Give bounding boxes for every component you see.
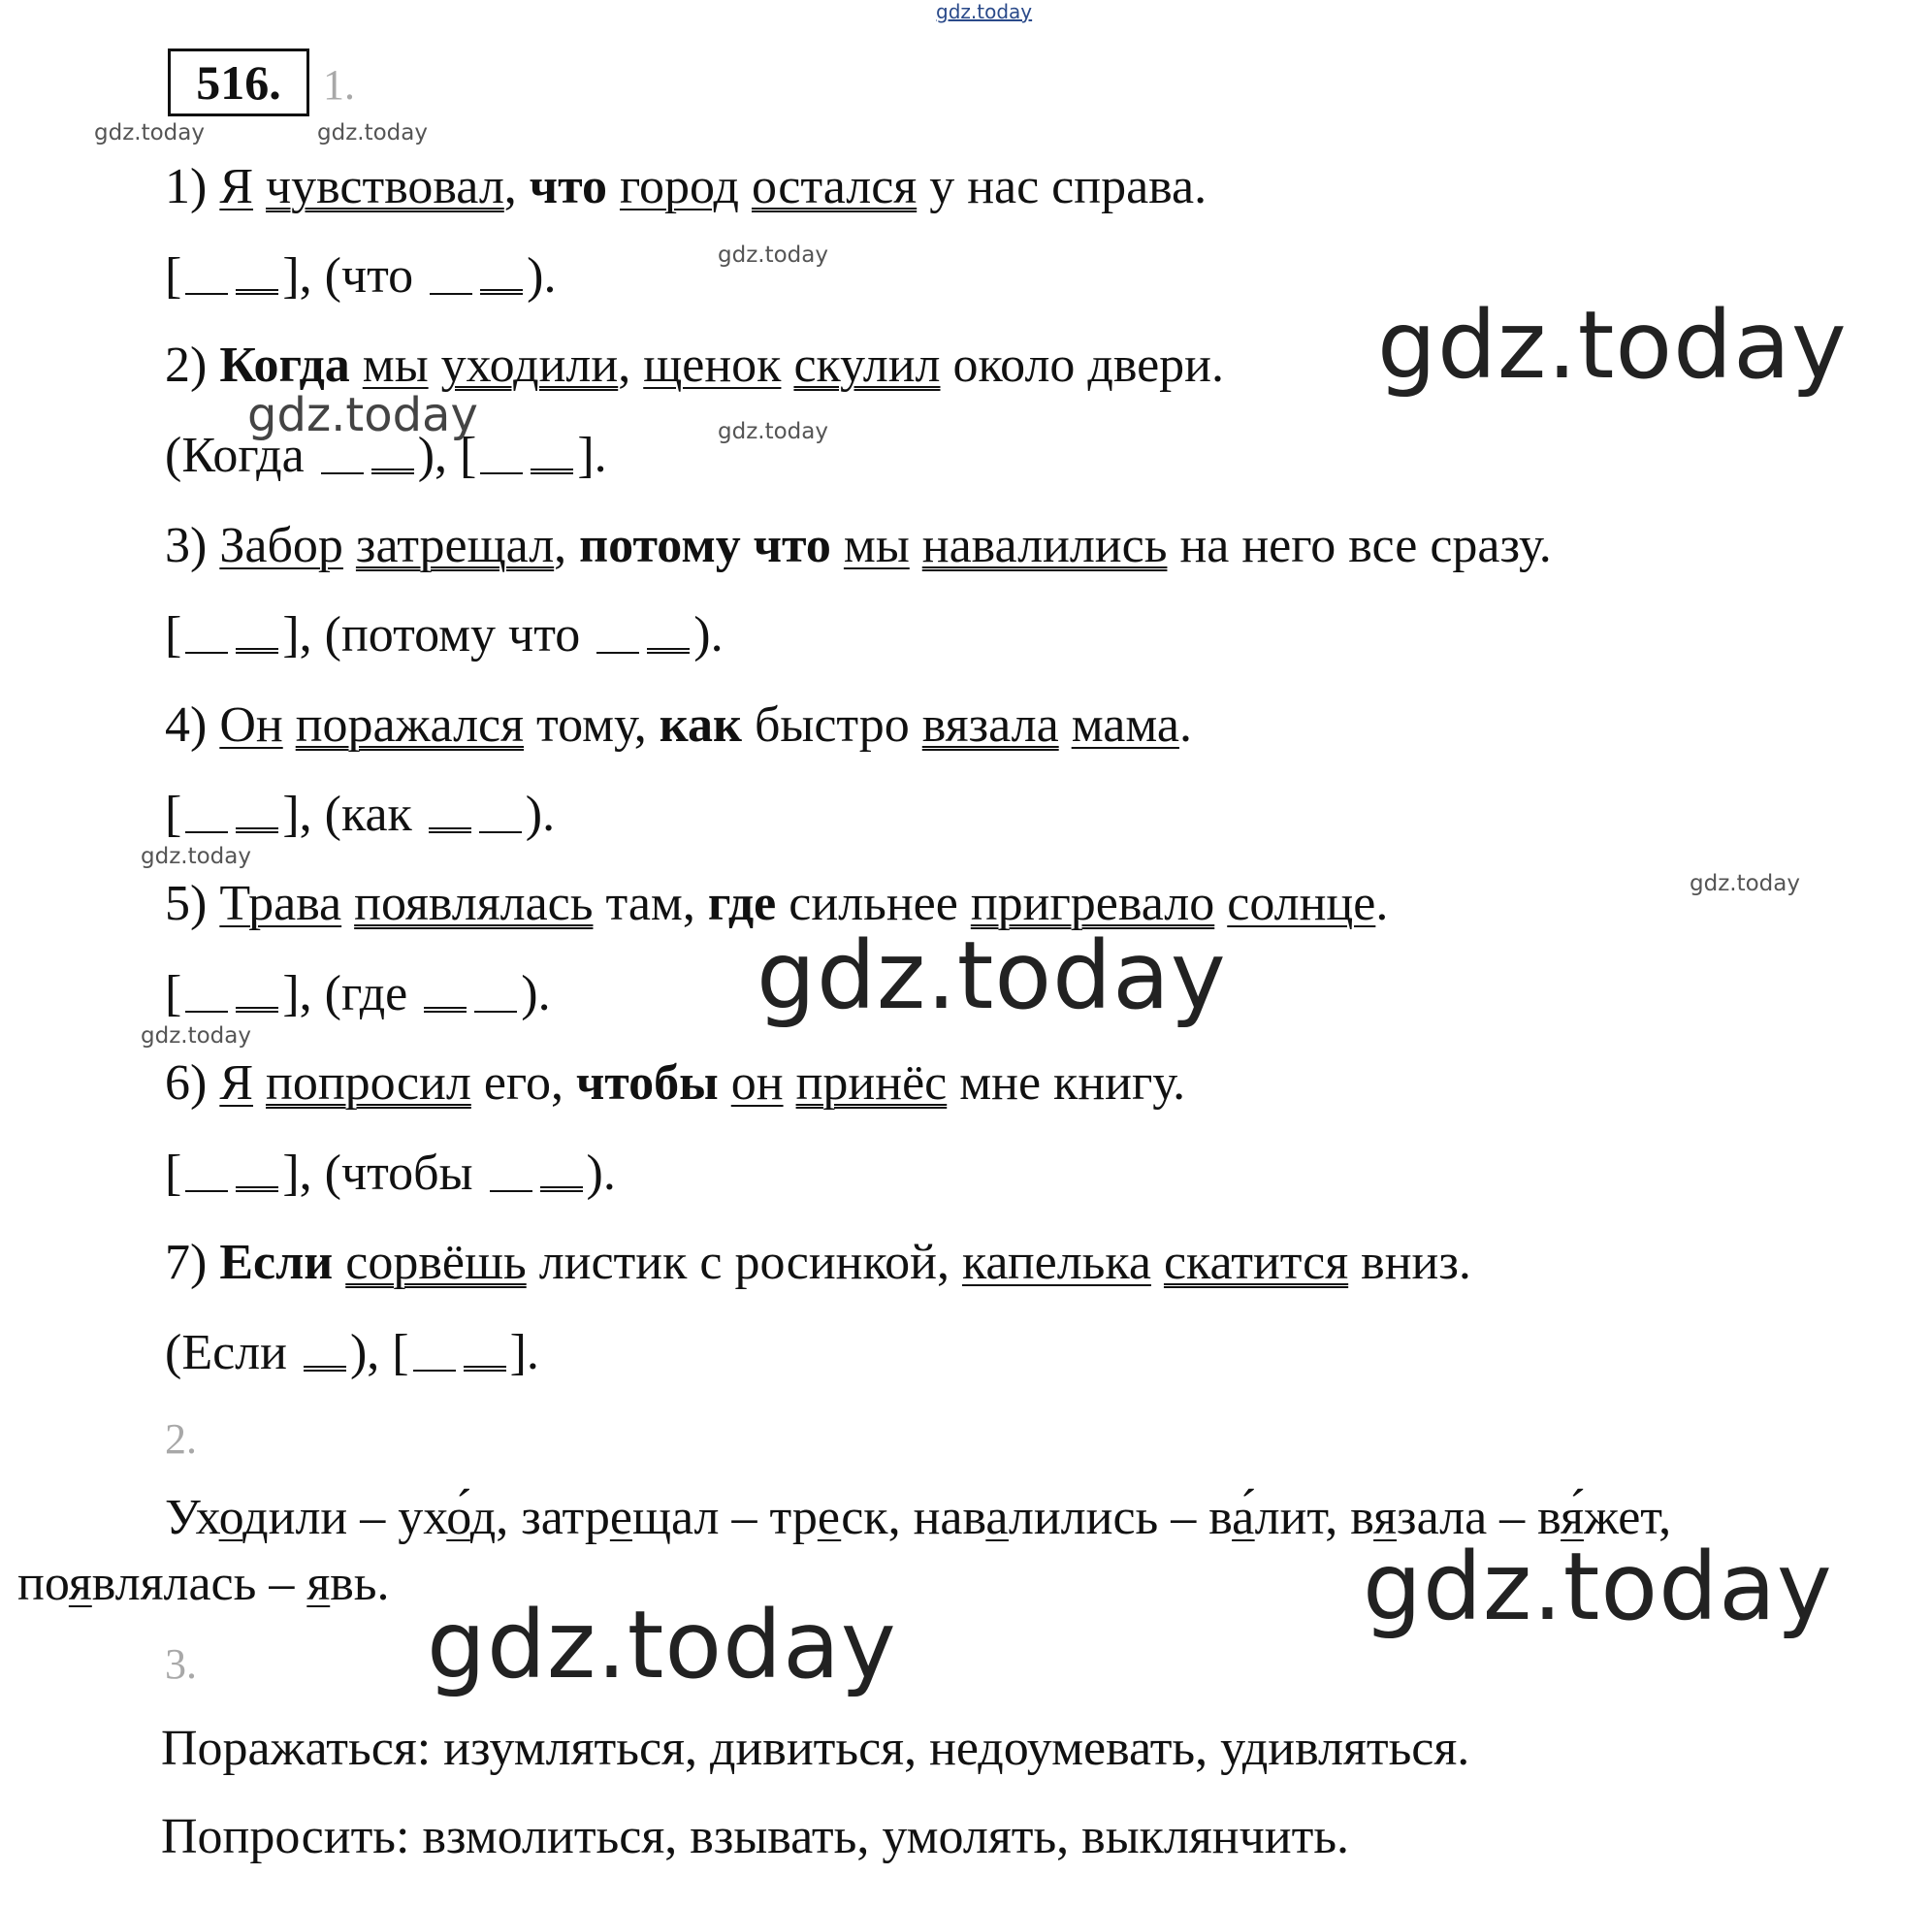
text: лит, в [1254,1490,1374,1545]
predicate: появлялась [354,876,594,931]
scheme-text: ), [ [417,428,477,483]
predicate: скулил [793,338,941,393]
subject-blank [474,1011,517,1013]
subject: мама [1071,697,1179,753]
conjunction: где [707,876,777,931]
text: . [1178,697,1192,753]
sentence-number: 4) [165,697,220,753]
predicate-blank [464,1366,506,1372]
sentence-number: 1) [165,159,220,214]
predicate-blank [304,1366,346,1372]
watermark: gdz.today [757,921,1227,1030]
text: там, [593,876,708,931]
scheme-1 [165,247,556,306]
subject: щенок [643,338,782,393]
scheme-text: (Если [165,1325,300,1380]
scheme-2 [165,427,607,485]
subject: солнце [1227,876,1376,931]
scheme-text: ), [ [349,1325,409,1380]
watermark: gdz.today [1363,1533,1833,1641]
sentence-4 [165,696,1192,755]
vowel: я [306,1556,331,1611]
text: около двери. [940,338,1224,393]
text: влялась – [91,1556,307,1611]
subject-blank [490,1190,532,1192]
subject-blank [430,293,472,295]
predicate: принёс [795,1055,948,1111]
watermark: gdz.today [1377,291,1848,400]
scheme-3 [165,606,724,664]
predicate-blank [531,469,573,474]
scheme-5 [165,965,551,1023]
sentence-6 [165,1054,1185,1113]
predicate: скатится [1163,1235,1349,1290]
part-2-label: 2. [165,1415,197,1463]
subject: город [619,159,739,214]
watermark-top[interactable]: gdz.today [936,0,1033,23]
predicate: остался [751,159,918,214]
conjunction: чтобы [575,1055,719,1111]
text: его, [470,1055,576,1111]
predicate-blank [429,827,471,833]
subject: Трава [219,876,342,931]
sentence-number: 2) [165,338,220,393]
scheme-text: ], (что [282,248,427,304]
watermark: gdz.today [718,419,828,444]
scheme-text: ). [586,1146,616,1201]
scheme-text: ). [521,966,551,1021]
text: быстро [741,697,922,753]
conjunction: что [529,159,607,214]
predicate: поражался [295,697,525,753]
watermark: gdz.today [427,1591,897,1699]
sentence-number: 7) [165,1235,220,1290]
watermark: gdz.today [141,1023,251,1049]
text: , [554,518,580,573]
scheme-text: ). [525,787,556,842]
scheme-text: [ [165,607,182,663]
subject-blank [185,1011,228,1013]
scheme-text: ]. [577,428,607,483]
predicate-blank [236,1186,278,1192]
vowel: а́ [1232,1490,1255,1545]
scheme-text: ], (где [282,966,421,1021]
predicate: пригревало [970,876,1215,931]
conjunction: Когда [219,338,350,393]
text: лились – в [1008,1490,1233,1545]
watermark: gdz.today [247,388,478,442]
subject-blank [185,293,228,295]
predicate-blank [236,1007,278,1013]
predicate: вязала [921,697,1059,753]
text: Ух [165,1490,219,1545]
vowel: а [985,1490,1009,1545]
watermark: gdz.today [718,242,828,268]
text: сильнее [776,876,971,931]
vowel: я [68,1556,92,1611]
text: тому, [524,697,660,753]
scheme-4 [165,786,555,844]
watermark: gdz.today [141,844,251,869]
vowel: о [218,1490,243,1545]
scheme-text: ). [527,248,557,304]
subject: Забор [219,518,343,573]
predicate: уходили [440,338,619,393]
subject-blank [185,1190,228,1192]
part-2-line-2 [17,1555,390,1613]
text: зала – в [1397,1490,1562,1545]
vowel: о́ [446,1490,470,1545]
subject: Я [219,159,254,214]
watermark: gdz.today [317,120,428,145]
predicate: чувствовал [266,159,504,214]
text: вь. [330,1556,390,1611]
sentence-7 [165,1234,1471,1292]
scheme-text: (Когда [165,428,317,483]
conjunction: потому что [579,518,831,573]
exercise-number: 516. [168,48,309,116]
text: щал – тр [631,1490,818,1545]
text: , [618,338,644,393]
subject: мы [843,518,910,573]
scheme-7 [165,1324,539,1382]
predicate-blank [371,469,414,474]
part-2-line-1 [165,1489,1671,1547]
conjunction: Если [219,1235,334,1290]
vowel: я [1373,1490,1398,1545]
subject-blank [185,652,228,654]
predicate: навалились [921,518,1168,573]
sentence-3 [165,517,1552,575]
scheme-6 [165,1145,616,1203]
scheme-text: ], (чтобы [282,1146,486,1201]
subject-blank [321,472,364,474]
subject-blank [596,652,639,654]
synonyms-line-2: Попросить: взмолиться, взывать, умолять, выклянчить. [161,1809,1350,1864]
subject-blank [479,831,522,833]
subject: он [730,1055,784,1111]
text: ск, нав [841,1490,986,1545]
text: , [503,159,530,214]
text: у нас справа. [917,159,1208,214]
text: жет, [1583,1490,1672,1545]
text: . [1375,876,1389,931]
text: дили – ух [242,1490,447,1545]
predicate-blank [236,648,278,654]
predicate: затрещал [355,518,555,573]
text: на него все сразу. [1167,518,1552,573]
scheme-text: ], (как [282,787,425,842]
conjunction: как [659,697,742,753]
synonyms-line-1: Поражаться: изумляться, дивиться, недоумевать, удивляться. [161,1721,1470,1776]
sentence-1 [165,158,1207,216]
vowel: е [817,1490,842,1545]
scheme-text: [ [165,787,182,842]
text: мне книгу. [947,1055,1186,1111]
text: д, затр [469,1490,610,1545]
sentence-5 [165,875,1388,933]
vowel: е [609,1490,632,1545]
predicate-blank [236,289,278,295]
part-1-label: 1. [323,61,355,109]
watermark: gdz.today [94,120,205,145]
subject: мы [362,338,429,393]
scheme-text: [ [165,966,182,1021]
subject: Он [219,697,283,753]
scheme-text: [ [165,1146,182,1201]
subject-blank [480,472,523,474]
sentence-number: 6) [165,1055,220,1111]
sentence-number: 3) [165,518,220,573]
sentence-number: 5) [165,876,220,931]
scheme-text: ], (потому что [282,607,594,663]
scheme-text: [ [165,248,182,304]
vowel: я́ [1561,1490,1584,1545]
predicate-blank [647,648,690,654]
text: листик с росинкой, [526,1235,962,1290]
predicate: сорвёшь [345,1235,527,1290]
subject-blank [413,1370,456,1372]
predicate-blank [480,289,523,295]
subject-blank [185,831,228,833]
predicate: попросил [266,1055,471,1111]
predicate-blank [424,1007,467,1013]
scheme-text: ). [693,607,724,663]
text: вниз. [1348,1235,1471,1290]
scheme-text: ]. [509,1325,539,1380]
sentence-2 [165,337,1224,395]
text: по [17,1556,69,1611]
watermark: gdz.today [1690,871,1800,896]
part-3-label: 3. [165,1640,197,1688]
predicate-blank [540,1186,583,1192]
subject: капелька [961,1235,1151,1290]
subject: Я [219,1055,254,1111]
predicate-blank [236,827,278,833]
